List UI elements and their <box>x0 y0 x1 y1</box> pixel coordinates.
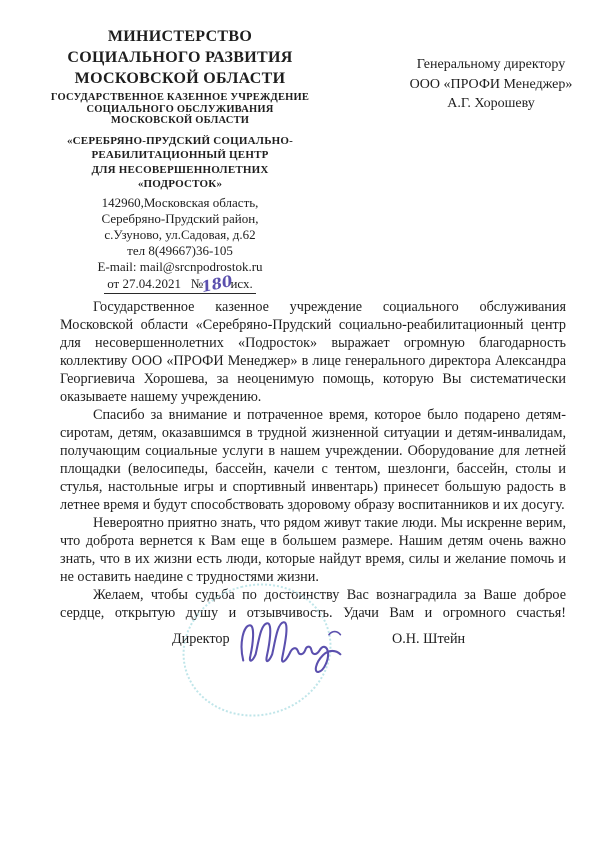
signature-row <box>60 618 566 688</box>
address-line: E-mail: mail@srcnpodrostok.ru <box>97 258 263 274</box>
sender-block <box>28 26 332 294</box>
center-name-line: «ПОДРОСТОК» <box>137 178 223 190</box>
institution-name <box>28 92 332 127</box>
center-name-line: «СЕРЕБРЯНО-ПРУДСКИЙ СОЦИАЛЬНО- <box>66 134 294 147</box>
recipient-block <box>388 55 594 114</box>
body-paragraph: Желаем, чтобы судьба по достоинству Вас вознаградила за Ваше доброе сердце, открытую душу и отзывчивость. Удачи Вам и огромного счастья! <box>60 587 566 621</box>
ref-underline <box>104 271 256 296</box>
ministry-line: МОСКОВСКОЙ ОБЛАСТИ <box>74 70 286 87</box>
outgoing-number-handwritten: 180 <box>199 271 235 296</box>
director-signature-icon <box>232 614 364 676</box>
institution-line: МОСКОВСКОЙ ОБЛАСТИ <box>110 115 250 126</box>
center-name <box>28 134 332 192</box>
body-paragraph: Невероятно приятно знать, что рядом живут такие люди. Мы искренне верим, что доброта вернется к Вам еще в большем размере. Нашим детям очень важно знать, что в их жизни есть люди, которые найдут время, силы и желание помочь и не оставить наедине с трудностями жизни. <box>60 515 566 585</box>
address-line: Серебряно-Прудский район, <box>101 210 259 226</box>
recipient-line: А.Г. Хорошеву <box>447 96 535 111</box>
address-line: 142960,Московская область, <box>101 194 259 210</box>
institution-line: СОЦИАЛЬНОГО ОБСЛУЖИВАНИЯ <box>86 103 274 115</box>
director-name: О.Н. Штейн <box>392 631 466 647</box>
institution-line: ГОСУДАРСТВЕННОЕ КАЗЕННОЕ УЧРЕЖДЕНИЕ <box>50 92 310 103</box>
address-line: с.Узуново, ул.Садовая, д.62 <box>104 226 256 242</box>
ministry-line: МИНИСТЕРСТВО <box>107 28 253 45</box>
ref-date: от 27.04.2021 № <box>107 275 204 291</box>
center-name-line: РЕАБИЛИТАЦИОННЫЙ ЦЕНТР <box>91 149 269 161</box>
ref-line <box>28 271 332 296</box>
body-paragraph: Государственное казенное учреждение социального обслуживания Московской области «Серебряно-Прудский социально-реабилитационный центр для несовершеннолетних «Подросток» выражает огромную благодарность коллективу ООО «ПРОФИ Менеджер» в лице генерального директора Александра Георгиевича Хорошева, за неоценимую помощь, которую Вы систематически оказываете нашему учреждению. <box>60 299 566 405</box>
ref-suffix: исх. <box>230 275 253 291</box>
recipient-line: ООО «ПРОФИ Менеджер» <box>409 76 573 92</box>
address-block <box>28 195 332 275</box>
letter-body <box>60 298 566 622</box>
center-name-line: ДЛЯ НЕСОВЕРШЕННОЛЕТНИХ <box>91 163 269 176</box>
ministry-name <box>28 26 332 89</box>
recipient-line: Генеральному директору <box>416 57 566 72</box>
body-paragraph: Спасибо за внимание и потраченное время, которое было подарено детям-сиротам, детям, оказавшимся в трудной жизненной ситуации и детям-инвалидам, получающим социальные услуги в нашем учреждении. Оборудование для летней площадки (велосипеды, бассейн, качели с тентом, шезлонги, бассейн, столы и стулья, настольные игры и спортивный инвентарь) принесет большую радость в летнее время и будут способствовать здоровому образу воспитанников и их досугу. <box>60 407 566 513</box>
director-title: Директор <box>172 631 230 647</box>
ministry-line: СОЦИАЛЬНОГО РАЗВИТИЯ <box>67 49 293 66</box>
address-line: тел 8(49667)36-105 <box>127 242 233 258</box>
